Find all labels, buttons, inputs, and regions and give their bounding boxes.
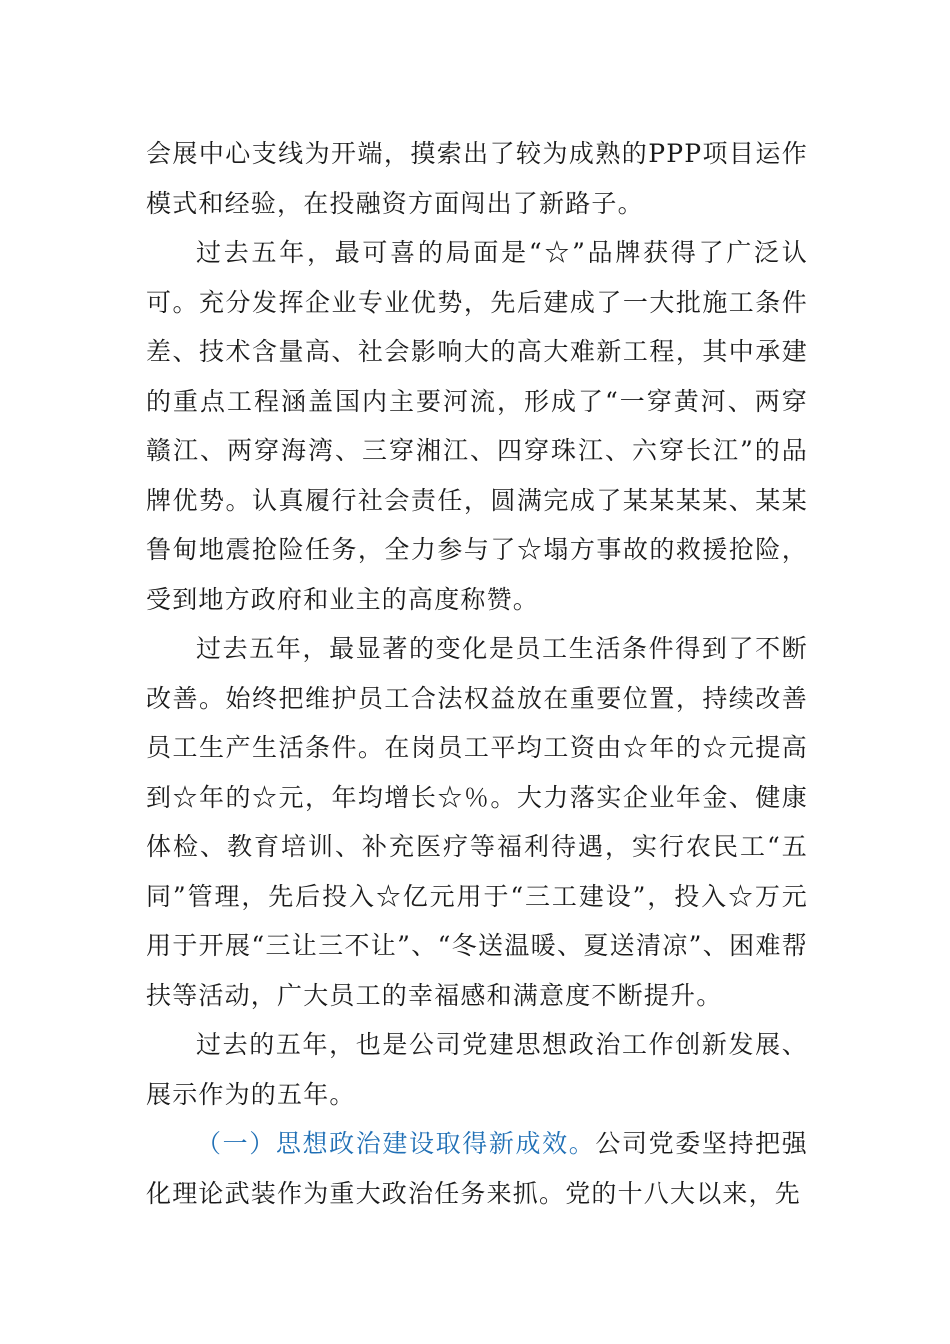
section-ideological-construction: [146, 1119, 808, 1218]
paragraph-employee-conditions: 过去五年，最显著的变化是员工生活条件得到了不断改善。始终把维护员工合法权益放在重要位置，持续改善员工生产生活条件。在岗员工平均工资由☆年的☆元提高到☆年的☆元，年均增长☆％。大力落实企业年金、健康体检、教育培训、补充医疗等福利待遇，实行农民工“五同”管理，先后投入☆亿元用于“三工建设”，投入☆万元用于开展“三让三不让”、“冬送温暖、夏送清凉”、困难帮扶等活动，广大员工的幸福感和满意度不断提升。: [146, 634, 808, 1010]
section-text: 公司党委坚持把强化理论武装作为重大政治任务来抓。党的十八大以来，先: [146, 1129, 808, 1208]
paragraph-ppp-model: 会展中心支线为开端，摸索出了较为成熟的PPP项目运作模式和经验，在投融资方面闯出了新路子。: [146, 139, 808, 218]
paragraph-brand-recognition: 过去五年，最可喜的局面是“☆”品牌获得了广泛认可。充分发挥企业专业优势，先后建成了一大批施工条件差、技术含量高、社会影响大的高大难新工程，其中承建的重点工程涵盖国内主要河流，形成了“一穿黄河、两穿赣江、两穿海湾、三穿湘江、四穿珠江、六穿长江”的品牌优势。认真履行社会责任，圆满完成了某某某某、某某鲁甸地震抢险任务，全力参与了☆塌方事故的救援抢险，受到地方政府和业主的高度称赞。: [146, 238, 808, 614]
document-body: [146, 129, 808, 1218]
paragraph-party-building: 过去的五年，也是公司党建思想政治工作创新发展、展示作为的五年。: [146, 1030, 808, 1109]
section-heading: （一）思想政治建设取得新成效。: [196, 1129, 596, 1158]
